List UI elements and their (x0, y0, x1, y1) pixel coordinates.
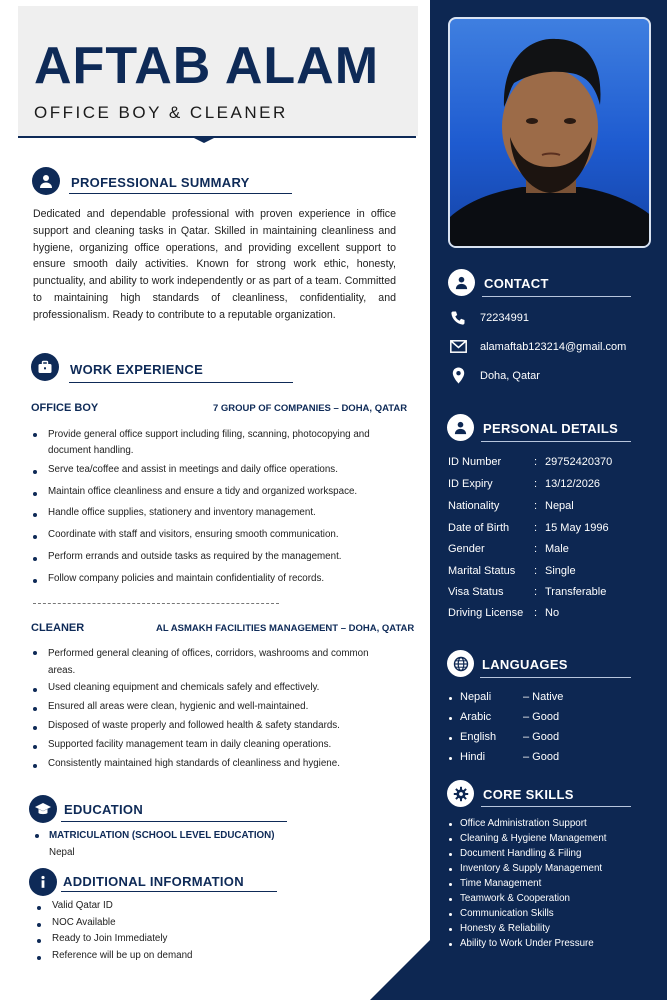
contact-location: Doha, Qatar (480, 370, 540, 382)
job-company-2: AL ASMAKH FACILITIES MANAGEMENT – DOHA, QATAR (156, 623, 415, 634)
languages-title: LANGUAGES (482, 657, 568, 672)
contact-rule (482, 296, 631, 297)
detail-label: Visa Status (448, 586, 504, 598)
list-item: Ready to Join Immediately (35, 933, 285, 950)
detail-label: Nationality (448, 500, 500, 512)
language-name: English (460, 731, 497, 743)
globe-icon (447, 650, 474, 677)
detail-value: 15 May 1996 (545, 522, 609, 534)
language-name: Hindi (460, 751, 486, 763)
mail-icon (450, 340, 467, 358)
education-item: MATRICULATION (SCHOOL LEVEL EDUCATION) (49, 830, 275, 841)
detail-value: Single (545, 565, 576, 577)
personal-title: PERSONAL DETAILS (483, 421, 619, 436)
profile-photo (448, 17, 651, 248)
language-name: Arabic (460, 711, 492, 723)
list-item: Perform errands and outside tasks as required by the management. (31, 551, 376, 573)
candidate-role: OFFICE BOY & CLEANER (34, 103, 288, 122)
detail-label: Driving License (448, 607, 524, 619)
detail-value: Nepal (545, 500, 574, 512)
list-item: Time Management (448, 878, 648, 893)
list-item (448, 711, 618, 731)
list-item: Provide general office support including filing, scanning, photocopying and document handling. (31, 427, 376, 464)
detail-colon: : (534, 565, 538, 577)
detail-colon: : (534, 586, 538, 598)
personal-rule (481, 441, 631, 442)
briefcase-icon (31, 353, 59, 381)
list-item: Reference will be up on demand (35, 950, 285, 967)
skills-rule (481, 806, 631, 807)
language-level: – Good (523, 751, 560, 763)
list-item: Ensured all areas were clean, hygienic and well-maintained. (31, 701, 371, 720)
user-icon (447, 414, 474, 441)
list-item: Cleaning & Hygiene Management (448, 833, 648, 848)
additional-rule (61, 891, 277, 892)
contact-title: CONTACT (484, 276, 549, 291)
detail-label: ID Number (448, 456, 502, 468)
job-title-2: CLEANER (31, 622, 85, 634)
graduation-cap-icon (29, 795, 57, 823)
list-item: Communication Skills (448, 908, 648, 923)
list-item (448, 691, 618, 711)
bullet-dot (35, 834, 39, 838)
detail-colon: : (534, 543, 538, 555)
language-level: – Good (523, 731, 560, 743)
location-pin-icon (452, 367, 465, 389)
list-item: Teamwork & Cooperation (448, 893, 648, 908)
detail-value: 13/12/2026 (545, 478, 601, 490)
list-item: Supported facility management team in daily cleaning operations. (31, 739, 371, 758)
detail-value: Male (545, 543, 569, 555)
job-bullets-1 (31, 427, 376, 595)
detail-label: Date of Birth (448, 522, 510, 534)
contact-phone: 72234991 (480, 312, 529, 324)
detail-colon: : (534, 478, 538, 490)
education-place: Nepal (49, 847, 75, 858)
list-item: Ability to Work Under Pressure (448, 938, 648, 953)
candidate-name: AFTAB ALAM (34, 37, 380, 95)
list-item: Handle office supplies, stationery and inventory management. (31, 507, 376, 529)
user-icon (448, 269, 475, 296)
additional-list (35, 900, 285, 966)
additional-title: ADDITIONAL INFORMATION (63, 874, 244, 889)
detail-label: ID Expiry (448, 478, 493, 490)
list-item: Inventory & Supply Management (448, 863, 648, 878)
info-icon (29, 868, 57, 896)
detail-label: Gender (448, 543, 485, 555)
experience-rule (69, 382, 293, 383)
list-item: Performed general cleaning of offices, corridors, washrooms and common areas. (31, 645, 371, 682)
list-item: Used cleaning equipment and chemicals safely and effectively. (31, 682, 371, 701)
skills-list (448, 818, 648, 953)
skills-title: CORE SKILLS (483, 787, 574, 802)
summary-text: Dedicated and dependable professional with proven experience in office support and cleaning tasks in Qatar. Skilled in maintaining cleanliness and hygiene, organizing office operations, and providing excellent support to ensure smooth daily activities. Known for strong work ethic, honesty, punctuality, and ability to work independently or as part of a team. Committed to maintaining high standards of cleanliness, confidentiality, and professionalism. Ready to contribute to a reputable organization. (33, 208, 396, 321)
list-item: Consistently maintained high standards of cleanliness and hygiene. (31, 758, 371, 777)
list-item: Office Administration Support (448, 818, 648, 833)
detail-colon: : (534, 522, 538, 534)
list-item (448, 731, 618, 751)
list-item: Honesty & Reliability (448, 923, 648, 938)
list-item: Valid Qatar ID (35, 900, 285, 917)
list-item: NOC Available (35, 917, 285, 934)
education-rule (61, 821, 287, 822)
gear-icon (447, 780, 474, 807)
list-item: Document Handling & Filing (448, 848, 648, 863)
detail-colon: : (534, 456, 538, 468)
languages-list (448, 691, 618, 771)
list-item: Maintain office cleanliness and ensure a tidy and organized workspace. (31, 486, 376, 507)
detail-label: Marital Status (448, 565, 516, 577)
list-item: Serve tea/coffee and assist in meetings and daily office operations. (31, 464, 376, 486)
detail-value: 29752420370 (545, 456, 613, 468)
detail-value: No (545, 607, 560, 619)
job-bullets-2 (31, 645, 371, 777)
list-item: Follow company policies and maintain confidentiality of records. (31, 573, 376, 595)
list-item: Coordinate with staff and visitors, ensuring smooth communication. (31, 529, 376, 551)
list-item: Disposed of waste properly and followed health & safety standards. (31, 720, 371, 739)
header-divider (18, 136, 416, 138)
detail-value: Transferable (545, 586, 607, 598)
summary-title: PROFESSIONAL SUMMARY (71, 175, 250, 190)
languages-rule (480, 677, 631, 678)
job-title-1: OFFICE BOY (31, 402, 99, 414)
user-icon (32, 167, 60, 195)
experience-title: WORK EXPERIENCE (70, 362, 204, 377)
language-level: – Native (523, 691, 564, 703)
education-title: EDUCATION (64, 802, 144, 817)
summary-rule (69, 193, 292, 194)
detail-colon: : (534, 607, 538, 619)
job-separator (33, 603, 279, 604)
language-level: – Good (523, 711, 560, 723)
detail-colon: : (534, 500, 538, 512)
phone-icon (450, 310, 466, 331)
list-item (448, 751, 618, 771)
language-name: Nepali (460, 691, 492, 703)
contact-email: alamaftab123214@gmail.com (480, 341, 627, 353)
job-company-1: 7 GROUP OF COMPANIES – DOHA, QATAR (213, 403, 408, 414)
